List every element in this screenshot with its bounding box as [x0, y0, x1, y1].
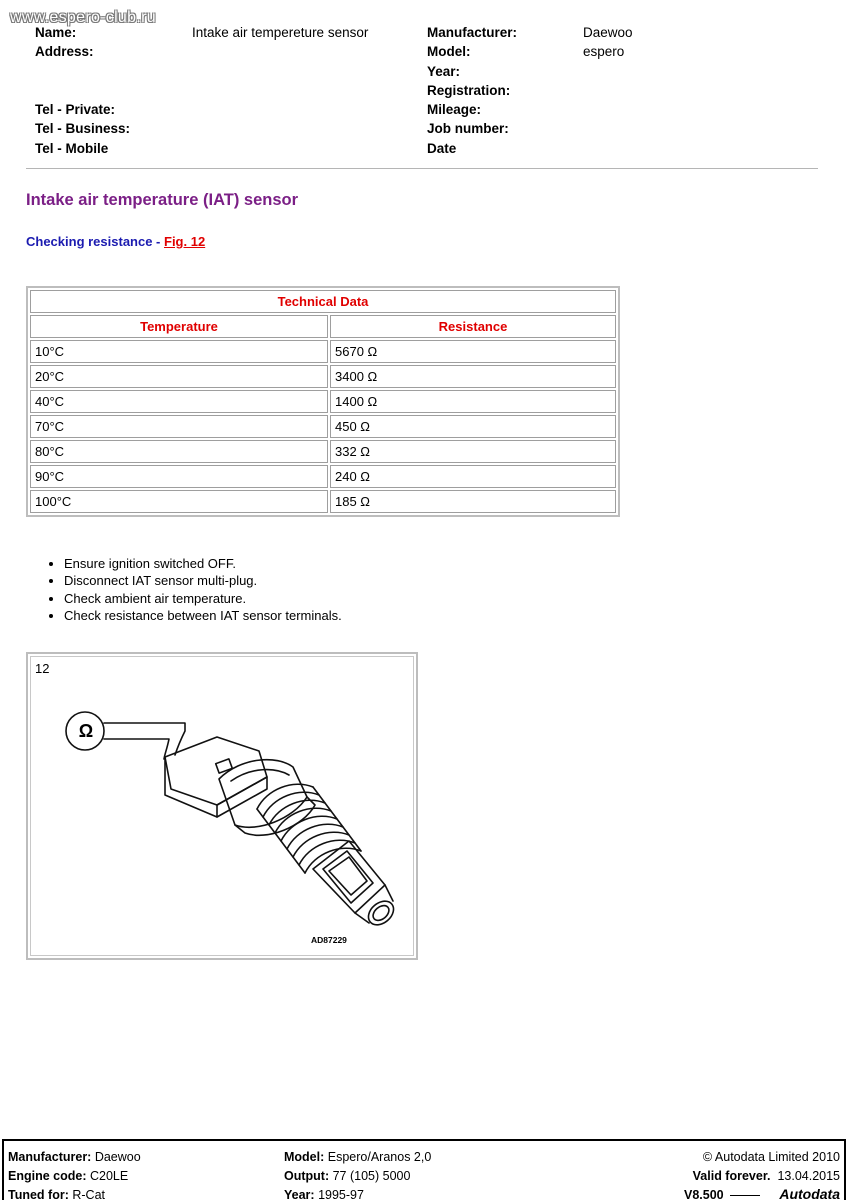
name-label: Name: — [35, 25, 77, 40]
resistance-cell: 1400 Ω — [330, 390, 616, 413]
tel-private-label: Tel - Private: — [35, 102, 116, 117]
date-label: Date — [427, 141, 457, 156]
lead-lower — [104, 739, 169, 759]
resistance-cell: 332 Ω — [330, 440, 616, 463]
resistance-cell: 5670 Ω — [330, 340, 616, 363]
resistance-header: Resistance — [330, 315, 616, 338]
footer-valid-date: 13.04.2015 — [777, 1169, 840, 1183]
temperature-cell: 70°C — [30, 415, 328, 438]
figure-code: AD87229 — [311, 935, 347, 945]
resistance-cell: 240 Ω — [330, 465, 616, 488]
footer-engine: C20LE — [89, 1169, 129, 1183]
table-row — [30, 415, 616, 438]
figure-frame — [30, 656, 414, 956]
checking-resistance — [26, 234, 205, 249]
address-label: Address: — [35, 44, 94, 59]
footer-output: 77 (105) 5000 — [332, 1169, 411, 1183]
job-number-label: Job number: — [427, 121, 509, 136]
watermark: www.espero-club.ru — [10, 9, 156, 26]
footer-tuned: R-Cat — [72, 1188, 106, 1202]
temperature-cell: 10°C — [30, 340, 328, 363]
procedure-steps — [44, 555, 342, 624]
resistance-cell: 450 Ω — [330, 415, 616, 438]
model-label: Model: — [427, 44, 471, 59]
footer-year-label: Year: — [284, 1188, 315, 1202]
page-title: Intake air temperature (IAT) sensor — [26, 191, 299, 209]
ohm-symbol: Ω — [78, 721, 94, 741]
list-item: • Check ambient air temperature. — [64, 590, 342, 607]
list-item: • Disconnect IAT sensor multi-plug. — [64, 572, 342, 589]
tel-mobile-label: Tel - Mobile — [35, 141, 109, 156]
table-caption: Technical Data — [30, 290, 616, 313]
figure-number: 12 — [35, 661, 50, 676]
footer-model: Espero/Aranos 2,0 — [327, 1150, 432, 1164]
table-row — [30, 490, 616, 513]
fig-12-link[interactable]: Fig. 12 — [164, 234, 206, 249]
temperature-cell: 90°C — [30, 465, 328, 488]
header-divider — [26, 168, 818, 169]
manufacturer-value: Daewoo — [583, 25, 633, 40]
list-item: • Ensure ignition switched OFF. — [64, 555, 342, 572]
name-value: Intake air tempereture sensor — [192, 25, 369, 40]
list-item: • Check resistance between IAT sensor terminals. — [64, 607, 342, 624]
table-row — [30, 390, 616, 413]
footer-manufacturer: Daewoo — [94, 1150, 141, 1164]
table-row — [30, 340, 616, 363]
temperature-header: Temperature — [30, 315, 328, 338]
page-footer — [2, 1139, 846, 1200]
footer-tuned-label: Tuned for: — [8, 1188, 69, 1202]
figure-12 — [26, 652, 418, 960]
footer-output-label: Output: — [284, 1169, 330, 1183]
resistance-cell: 3400 Ω — [330, 365, 616, 388]
temperature-cell: 100°C — [30, 490, 328, 513]
iat-sensor-illustration — [31, 657, 417, 959]
footer-valid-label: Valid forever. — [692, 1169, 771, 1183]
footer-manufacturer-label: Manufacturer: — [8, 1150, 92, 1164]
footer-brand-rule — [730, 1195, 760, 1196]
temperature-cell: 20°C — [30, 365, 328, 388]
tel-business-label: Tel - Business: — [35, 121, 131, 136]
manufacturer-label: Manufacturer: — [427, 25, 518, 40]
resistance-cell: 185 Ω — [330, 490, 616, 513]
footer-year: 1995-97 — [318, 1188, 364, 1202]
mileage-label: Mileage: — [427, 102, 482, 117]
table-row — [30, 465, 616, 488]
footer-copyright: © Autodata Limited 2010 — [702, 1150, 840, 1164]
table-row — [30, 440, 616, 463]
sensor-tip — [313, 841, 385, 913]
model-value: espero — [583, 44, 625, 59]
autodata-logo: Autodata — [779, 1186, 840, 1202]
registration-label: Registration: — [427, 83, 511, 98]
footer-model-label: Model: — [284, 1150, 325, 1164]
temperature-cell: 40°C — [30, 390, 328, 413]
technical-data-table — [26, 286, 620, 517]
temperature-cell: 80°C — [30, 440, 328, 463]
year-label: Year: — [427, 64, 461, 79]
table-row — [30, 365, 616, 388]
checking-label: Checking resistance - — [26, 234, 164, 249]
footer-version: V8.500 — [684, 1188, 724, 1202]
footer-engine-label: Engine code: — [8, 1169, 87, 1183]
